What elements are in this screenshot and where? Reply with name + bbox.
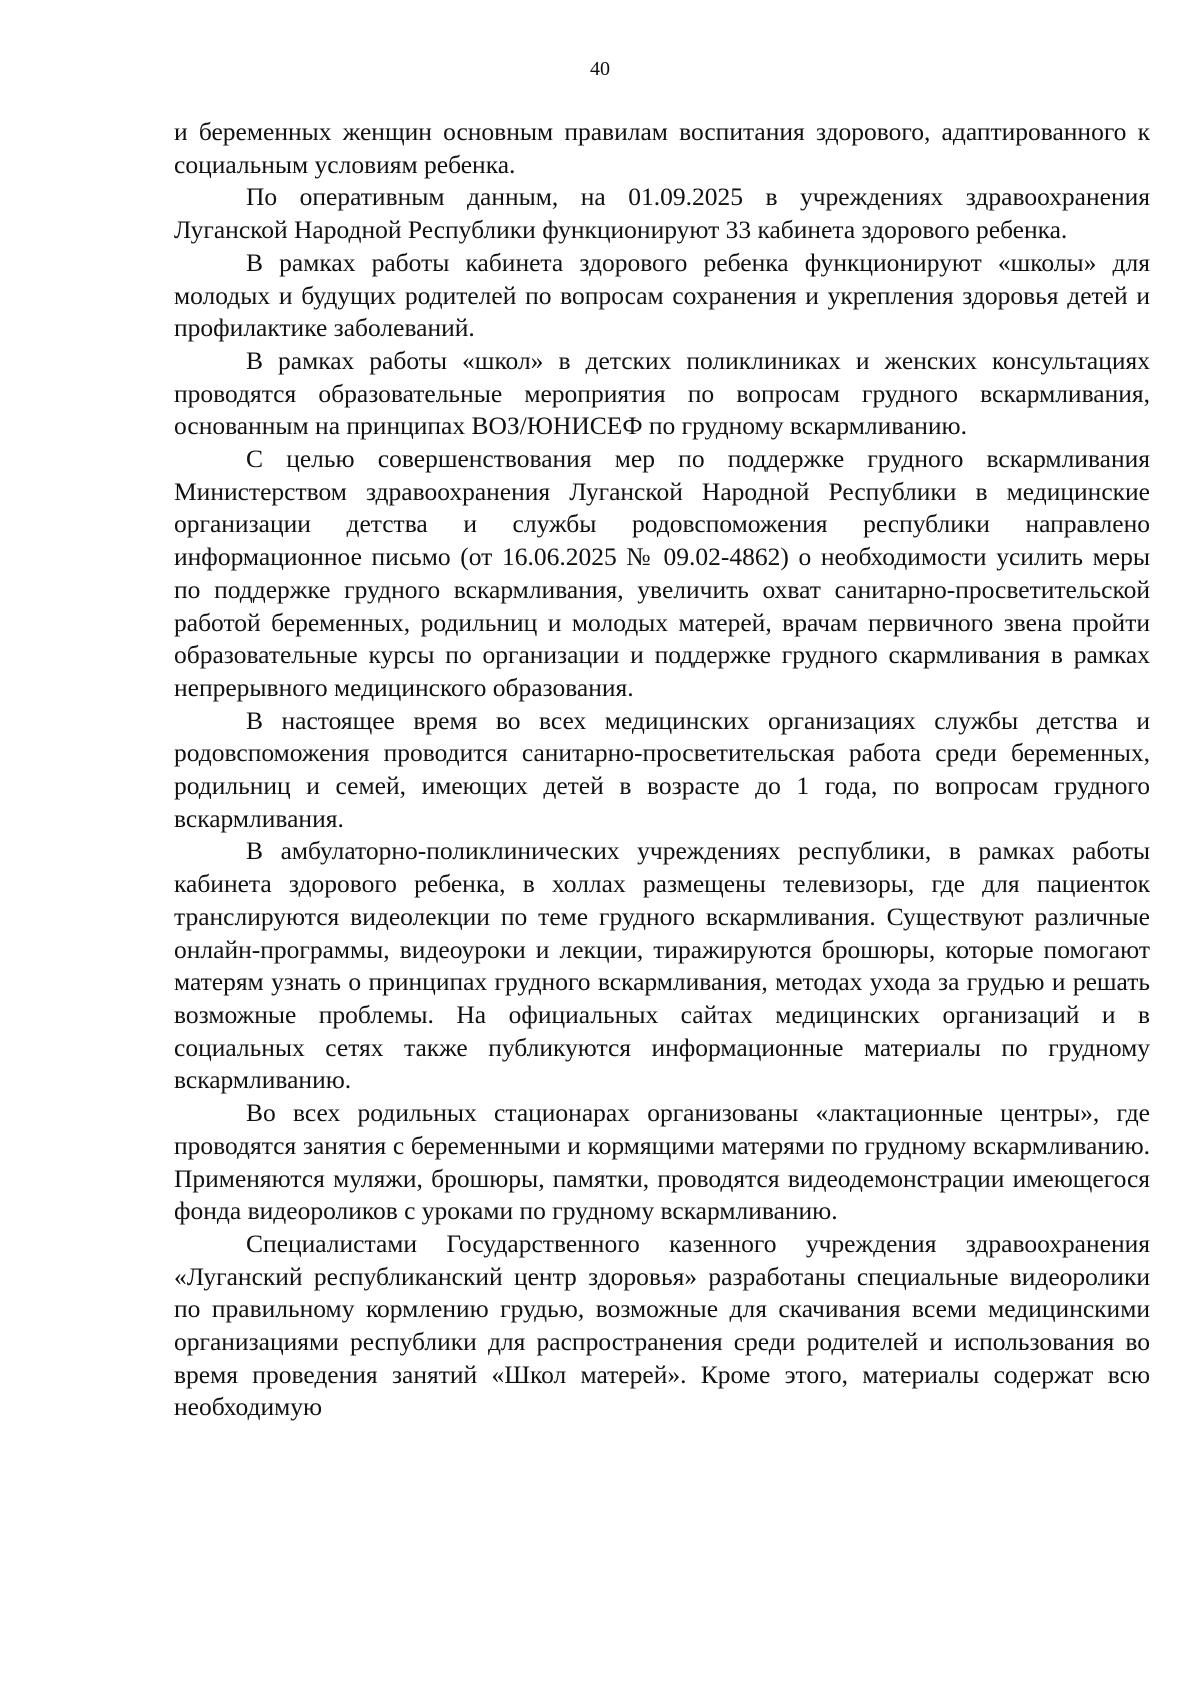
paragraph: С целью совершенствования мер по поддержке грудного вскармливания Министерством здравоохранения Луганской Народной Республики в медицинские организации детства и службы родовспоможения республики направлено информационное письмо (от 16.06.2025 № 09.02-4862) о необходимости усилить меры по поддержке грудного вскармливания, увеличить охват санитарно-просветительской работой беременных, родильниц и молодых матерей, врачам первичного звена пройти образовательные курсы по организации и поддержке грудного скармливания в рамках непрерывного медицинского образования.	[174, 444, 1150, 702]
paragraph: В амбулаторно-поликлинических учреждениях республики, в рамках работы кабинета здорового ребенка, в холлах размещены телевизоры, где для пациенток транслируются видеолекции по теме грудного вскармливания. Существуют различные онлайн-программы, видеоуроки и лекции, тиражируются брошюры, которые помогают матерям узнать о принципах грудного вскармливания, методах ухода за грудью и решать возможные проблемы. На официальных сайтах медицинских организаций и в социальных сетях также публикуются информационные материалы по грудному вскармливанию.	[174, 836, 1150, 1095]
paragraph: Специалистами Государственного казенного учреждения здравоохранения «Луганский республиканский центр здоровья» разработаны специальные видеоролики по правильному кормлению грудью, возможные для скачивания всеми медицинскими организациями республики для распространения среди родителей и использования во время проведения занятий «Школ матерей». Кроме этого, материалы содержат всю необходимую	[174, 1228, 1150, 1422]
paragraph: В рамках работы «школ» в детских поликлиниках и женских консультациях проводятся образовательные мероприятия по вопросам грудного вскармливания, основанным на принципах ВОЗ/ЮНИСЕФ по грудному вскармливанию.	[174, 345, 1150, 441]
paragraph: По оперативным данным, на 01.09.2025 в учреждениях здравоохранения Луганской Народной Республики функционируют 33 кабинета здорового ребенка.	[174, 182, 1150, 245]
paragraph: В настоящее время во всех медицинских организациях службы детства и родовспоможения проводится санитарно-просветительская работа среди беременных, родильниц и семей, имеющих детей в возрасте до 1 года, по вопросам грудного вскармливания.	[174, 705, 1150, 833]
paragraph: В рамках работы кабинета здорового ребенка функционируют «школы» для молодых и будущих родителей по вопросам сохранения и укрепления здоровья детей и профилактике заболеваний.	[174, 247, 1150, 343]
document-body	[174, 116, 1150, 1424]
paragraph-continuation: и беременных женщин основным правилам воспитания здорового, адаптированного к социальным условиям ребенка.	[174, 117, 1150, 179]
page-number: 40	[590, 58, 610, 80]
paragraph: Во всех родильных стационарах организованы «лактационные центры», где проводятся занятия с беременными и кормящими матерями по грудному вскармливанию. Применяются муляжи, брошюры, памятки, проводятся видеодемонстрации имеющегося фонда видеороликов с уроками по грудному вскармливанию.	[174, 1098, 1150, 1226]
